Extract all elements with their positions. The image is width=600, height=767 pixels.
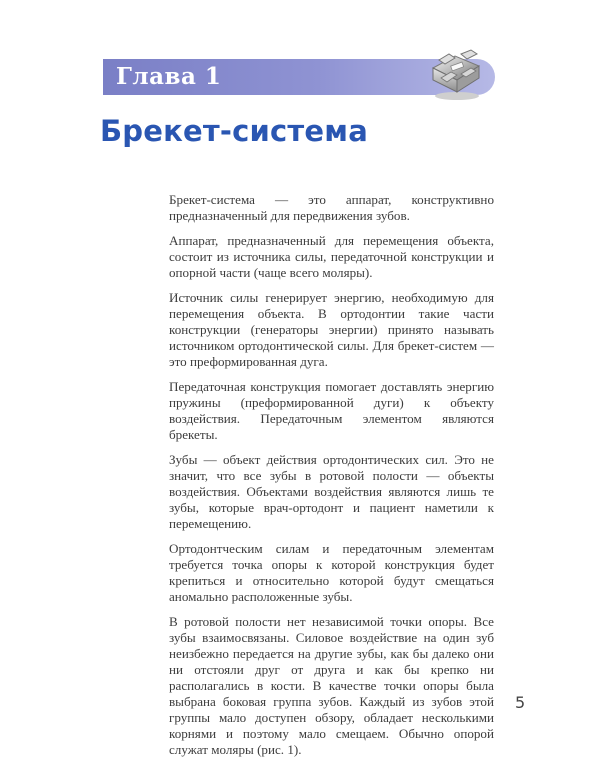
paragraph: Зубы — объект действия ортодонтических сил. Это не значит, что все зубы в ротовой полости — объекты воздействия. Объектами воздействия являются лишь те зубы, которые врач-ортодонт и пациент наметили к перемещению.	[169, 452, 494, 531]
paragraph: Брекет-система — это аппарат, конструктивно предназначенный для передвижения зубов.	[169, 192, 494, 223]
paragraph: Передаточная конструкция помогает доставлять энергию пружины (преформированной дуги) к объекту воздействия. Передаточным элементом являются брекеты.	[169, 379, 494, 442]
chapter-title: Брекет-система	[100, 114, 368, 148]
bracket-icon	[421, 42, 491, 104]
paragraph: Аппарат, предназначенный для перемещения объекта, состоит из источника силы, передаточной конструкции и опорной части (чаще всего моляры).	[169, 233, 494, 280]
paragraph: В ротовой полости нет независимой точки опоры. Все зубы взаимосвязаны. Силовое воздействие на один зуб неизбежно передается на другие зубы, как бы далеко они ни отстояли друг от друга и как бы крепко ни располагались в кости. В качестве точки опоры была выбрана боковая группа зубов. Каждый из зубов этой группы мало доступен обзору, обладает несколькими корнями и поэтому мало смещаем. Обычно опорой служат моляры (рис. 1).	[169, 614, 494, 757]
page-number: 5	[515, 693, 526, 712]
chapter-label: Глава 1	[116, 63, 222, 90]
paragraph: Источник силы генерирует энергию, необходимую для перемещения объекта. В ортодонтии такие части конструкции (генераторы энергии) принято называть источником ортодонтической силы. Для брекет-систем — это преформированная дуга.	[169, 290, 494, 369]
body-text	[169, 192, 494, 767]
paragraph: Ортодонтческим силам и передаточным элементам требуется точка опоры к которой конструкция будет крепиться и относительно которой будут смещаться аномально расположенные зубы.	[169, 541, 494, 604]
